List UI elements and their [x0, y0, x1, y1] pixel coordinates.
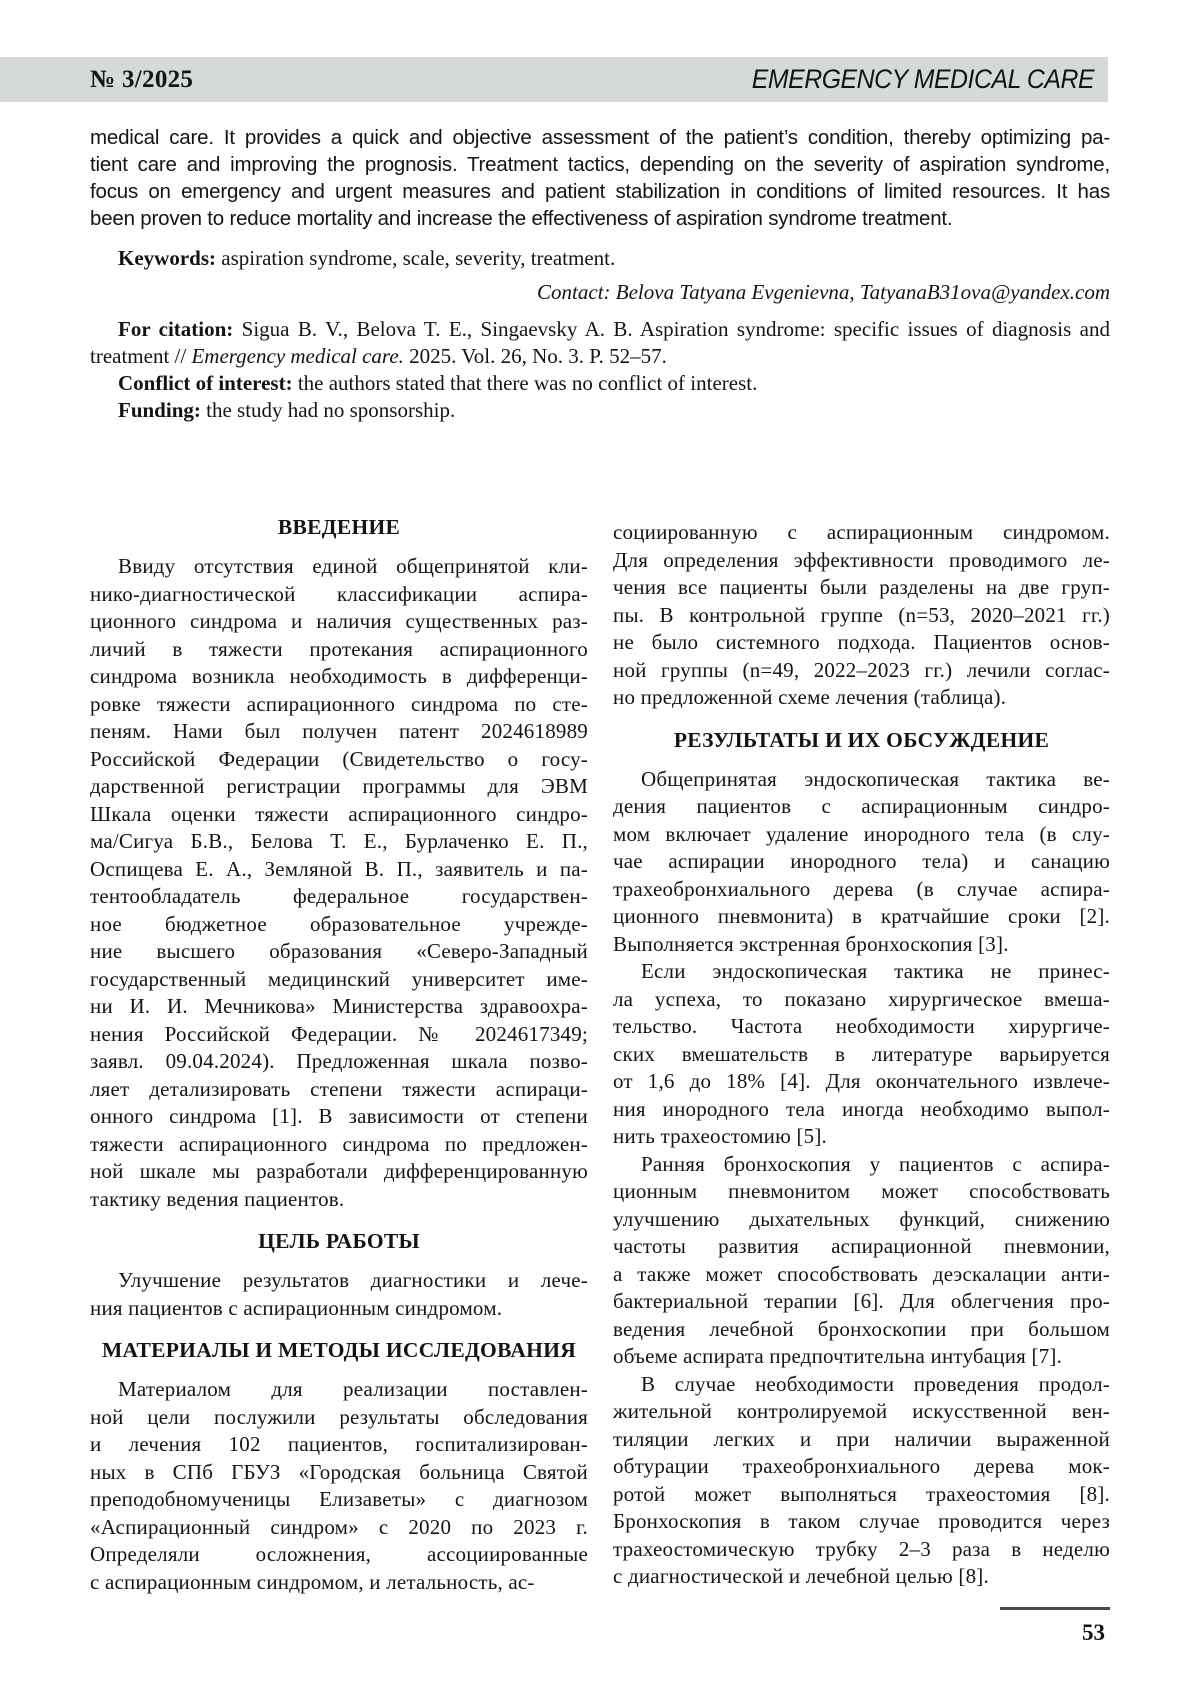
- text-line: пеням. Нами был получен патент 2024618989: [90, 719, 588, 743]
- text-line: ровке тяжести аспирационного синдрома по сте-: [90, 691, 588, 716]
- citation-text-post: 2025. Vol. 26, No. 3. P. 52–57.: [403, 344, 667, 368]
- text-line: Общепринятая эндоскопическая тактика ве-: [641, 766, 1110, 791]
- text-line: focus on emergency and urgent measures and patient stabilization in conditions of limited resources. It has: [90, 180, 1110, 203]
- text-line: ционным пневмонитом может способствовать: [613, 1179, 1110, 1203]
- text-line: Улучшение результатов диагностики и лече-: [118, 1268, 588, 1292]
- conflict-text: the authors stated that there was no conflict of interest.: [292, 371, 758, 395]
- text-line: дения пациентов с аспирационным синдро-: [613, 794, 1110, 818]
- text-line: преподобномученицы Елизаветы» с диагнозом: [90, 1487, 588, 1511]
- conflict-line: [90, 370, 1110, 397]
- text-line: с диагностической и лечебной целью [8].: [613, 1564, 989, 1588]
- text-line: тельство. Частота необходимости хирургиче-: [613, 1014, 1110, 1038]
- text-line: нико-диагностической классификации аспира-: [90, 581, 588, 606]
- text-line: тиляции легких и при наличии выраженной: [613, 1426, 1110, 1451]
- text-line: но предложенной схеме лечения (таблица).: [613, 685, 1007, 709]
- text-line: Выполняется экстренная бронхоскопия [3].: [613, 931, 1009, 956]
- footer-rule: [1000, 1607, 1110, 1610]
- text-line: ния пациентов с аспирационным синдромом.: [90, 1295, 503, 1320]
- text-line: ние высшего образования «Северо-Западный: [90, 939, 588, 963]
- text-line: ма/Сигуа Б.В., Белова Т. Е., Бурлаченко Е. П.,: [90, 829, 588, 853]
- funding-label: Funding:: [118, 398, 201, 422]
- text-line: ной группы (n=49, 2022–2023 гг.) лечили соглас-: [613, 657, 1110, 682]
- text-line: Если эндоскопическая тактика не принес-: [641, 959, 1110, 983]
- text-line: чае аспирации инородного тела) и санацию: [613, 849, 1110, 873]
- paragraph: [613, 1371, 1110, 1591]
- text-line: Ранняя бронхоскопия у пациентов с аспира-: [641, 1151, 1110, 1176]
- paragraph: [613, 766, 1110, 959]
- text-line: Ввиду отсутствия единой общепринятой кли-: [118, 554, 588, 578]
- text-line: частоты развития аспирационной пневмонии,: [613, 1234, 1110, 1258]
- abstract-continuation: [90, 124, 1110, 232]
- text-line: «Аспирационный синдром» с 2020 по 2023 г.: [90, 1514, 588, 1539]
- text-line: тактику ведения пациентов.: [90, 1186, 345, 1211]
- text-line: Определяли осложнения, ассоциированные: [90, 1542, 588, 1566]
- text-line: ведения лечебной бронхоскопии при большом: [613, 1316, 1110, 1341]
- section-heading: РЕЗУЛЬТАТЫ И ИХ ОБСУЖДЕНИЕ: [673, 727, 1050, 752]
- text-line: а также может способствовать деэскалации анти-: [613, 1261, 1110, 1286]
- keywords-text: aspiration syndrome, scale, severity, treatment.: [216, 246, 616, 270]
- text-line: тентообладатель федеральное государствен-: [90, 884, 588, 908]
- text-line: трахеостомическую трубку 2–3 раза в неделю: [613, 1536, 1110, 1561]
- text-line: Материалом для реализации поставлен-: [118, 1377, 588, 1401]
- text-line: трахеобронхиального дерева (в случае аспира-: [613, 876, 1110, 901]
- text-line: обтурации трахеобронхиального дерева мок-: [613, 1454, 1110, 1478]
- citation-journal-name: Emergency medical care.: [191, 344, 404, 368]
- text-line: улучшению дыхательных функций, снижению: [613, 1206, 1110, 1231]
- text-line: been proven to reduce mortality and increase the effectiveness of aspiration syndrome treatment.: [90, 207, 953, 230]
- citation-text-pre: Sigua B. V., Belova T. E., Singaevsky A. B. Aspiration syndrome: specific issues of diagnosis and treatment //: [90, 317, 1110, 368]
- text-line: тяжести аспирационного синдрома по предложен-: [90, 1131, 588, 1156]
- keywords-label: Keywords:: [118, 246, 216, 270]
- section-heading: ВВЕДЕНИЕ: [277, 515, 401, 539]
- text-line: жительной контролируемой искусственной вен-: [613, 1399, 1110, 1423]
- paragraph: [613, 958, 1110, 1151]
- paragraph: [613, 519, 1110, 712]
- paragraph: [90, 1376, 588, 1596]
- funding-line: [90, 397, 1110, 424]
- issue-number: № 3/2025: [90, 65, 194, 93]
- text-line: дарственной регистрации программы для ЭВМ: [90, 774, 588, 798]
- text-line: нить трахеостомию [5].: [613, 1124, 827, 1148]
- text-line: tient care and improving the prognosis. Treatment tactics, depending on the severity of aspiration syndrome,: [90, 153, 1110, 176]
- text-line: medical care. It provides a quick and objective assessment of the patient’s condition, thereby optimizing pa-: [90, 126, 1110, 149]
- text-line: ной шкале мы разработали дифференцированную: [90, 1159, 588, 1183]
- text-line: личий в тяжести протекания аспирационного: [90, 636, 588, 661]
- section-heading: ЦЕЛЬ РАБОТЫ: [258, 1229, 420, 1253]
- paragraph: [90, 1267, 588, 1322]
- text-line: мом включает удаление инородного тела (в слу-: [613, 821, 1110, 846]
- text-line: ла успеха, то показано хирургическое вмеша-: [613, 986, 1110, 1011]
- text-line: ских вмешательств в литературе варьируется: [613, 1041, 1110, 1066]
- text-line: от 1,6 до 18% [4]. Для окончательного извлече-: [613, 1069, 1110, 1093]
- text-line: пы. В контрольной группе (n=53, 2020–2021 гг.): [613, 602, 1110, 627]
- text-line: ляет детализировать степени тяжести аспираци-: [90, 1076, 588, 1101]
- column-left: [90, 503, 588, 1596]
- page-number: 53: [1082, 1620, 1105, 1645]
- conflict-label: Conflict of interest:: [118, 371, 293, 395]
- citation-label: For citation:: [118, 317, 234, 341]
- running-head: [0, 57, 1108, 102]
- text-line: не было системного подхода. Пациентов основ-: [613, 630, 1110, 654]
- text-line: Бронхоскопия в таком случае проводится через: [613, 1509, 1110, 1533]
- text-line: бактериальной терапии [6]. Для облегчения про-: [613, 1289, 1110, 1313]
- text-line: Шкала оценки тяжести аспирационного синдро-: [90, 801, 588, 826]
- text-line: В случае необходимости проведения продол-: [641, 1371, 1110, 1396]
- text-line: Российской Федерации (Свидетельство о госу-: [90, 746, 588, 771]
- text-line: ционного синдрома и наличия существенных раз-: [90, 609, 588, 633]
- text-line: Оспищева Е. А., Земляной В. П., заявитель и па-: [90, 856, 588, 881]
- journal-title: EMERGENCY MEDICAL CARE: [751, 64, 1094, 94]
- text-line: синдрома возникла необходимость в дифференци-: [90, 664, 588, 688]
- contact-line: Contact: Belova Tatyana Evgenievna, TatyanaB31ova@yandex.com: [537, 280, 1110, 304]
- section-heading: МАТЕРИАЛЫ И МЕТОДЫ ИССЛЕДОВАНИЯ: [101, 1338, 577, 1362]
- text-line: социированную с аспирационным синдромом.: [613, 520, 1110, 544]
- text-line: ционного пневмонита) в кратчайшие сроки [2].: [613, 904, 1110, 928]
- text-line: ное бюджетное образовательное учрежде-: [90, 911, 588, 936]
- text-line: ных в СПб ГБУЗ «Городская больница Святой: [90, 1459, 588, 1484]
- two-column-body: [90, 503, 1110, 1596]
- text-line: с аспирационным синдромом, и летальность, ас-: [90, 1569, 535, 1594]
- text-line: онного синдрома [1]. В зависимости от степени: [90, 1104, 588, 1128]
- text-line: заявл. 09.04.2024). Предложенная шкала позво-: [90, 1049, 588, 1073]
- text-line: ротой может выполняться трахеостомия [8].: [613, 1481, 1110, 1506]
- text-line: ни И. И. Мечникова» Министерства здравоохра-: [90, 994, 588, 1018]
- page-content: [90, 124, 1110, 1596]
- text-line: ной цели послужили результаты обследования: [90, 1404, 588, 1429]
- paragraph: [613, 1151, 1110, 1371]
- paragraph: [90, 553, 588, 1213]
- funding-text: the study had no sponsorship.: [200, 398, 456, 422]
- keywords-line: [90, 245, 1110, 272]
- text-line: государственный медицинский университет име-: [90, 966, 588, 991]
- citation-paragraph: [90, 316, 1110, 370]
- column-right: [613, 503, 1110, 1596]
- text-line: объеме аспирата предпочтительна интубация [7].: [613, 1344, 1063, 1368]
- text-line: нения Российской Федерации. № 2024617349;: [90, 1021, 588, 1046]
- text-line: Для определения эффективности проводимого ле-: [613, 547, 1110, 572]
- text-line: чения все пациенты были разделены на две груп-: [613, 575, 1110, 599]
- text-line: ния инородного тела иногда необходимо выпол-: [613, 1096, 1110, 1121]
- text-line: и лечения 102 пациентов, госпитализирован-: [90, 1432, 588, 1456]
